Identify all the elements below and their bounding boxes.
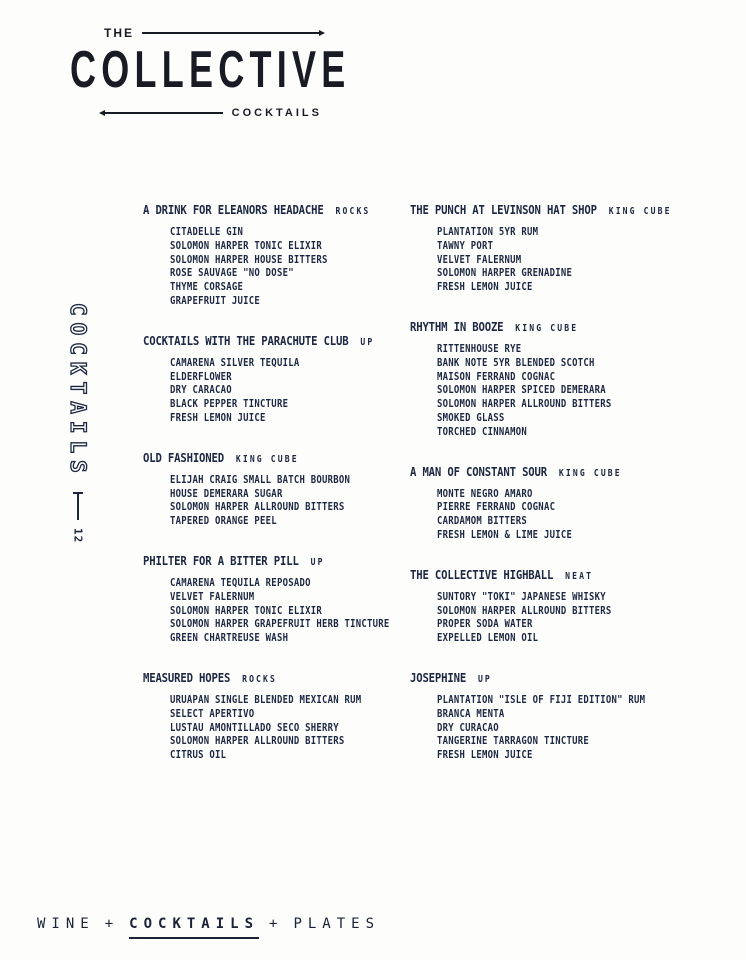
- cocktail-title: OLD FASHIONED: [143, 449, 224, 465]
- cocktail-heading: [410, 464, 679, 479]
- ingredient: GRAPEFRUIT JUICE: [170, 294, 261, 307]
- logo-the-text: THE: [104, 26, 134, 40]
- ingredient: SOLOMON HARPER TONIC ELIXIR: [170, 239, 322, 252]
- cocktail-section: [143, 670, 410, 763]
- cocktail-heading: [410, 670, 679, 685]
- ingredient-list: [410, 343, 726, 440]
- cocktail-heading: [143, 332, 375, 348]
- ingredient: SOLOMON HARPER HOUSE BITTERS: [170, 253, 328, 266]
- serving-style-tag: NEAT: [565, 570, 594, 582]
- serving-style-tag: UP: [360, 336, 375, 348]
- cocktail-heading: [143, 553, 370, 568]
- cocktail-section: [410, 567, 726, 646]
- cocktail-section: [143, 202, 410, 309]
- serving-style-tag: ROCKS: [242, 673, 278, 685]
- ingredient-list: [410, 591, 726, 646]
- serving-style-tag: KING CUBE: [558, 467, 622, 479]
- cocktail-heading: [143, 450, 370, 465]
- ingredient-list: [410, 694, 726, 763]
- serving-style-tag: KING CUBE: [235, 453, 299, 465]
- cocktail-title: COCKTAILS WITH THE PARACHUTE CLUB: [143, 332, 349, 348]
- arrow-left-icon: [99, 110, 105, 116]
- ingredient: VELVET FALERNUM: [170, 590, 255, 603]
- footer-plus-icon: +: [104, 916, 120, 932]
- sidebar-dash-rule: [77, 492, 80, 520]
- cocktail-section: [410, 319, 726, 440]
- ingredient-list: [410, 226, 726, 295]
- ingredient: RITTENHOUSE RYE: [437, 342, 522, 355]
- ingredient: TAPERED ORANGE PEEL: [170, 515, 277, 528]
- ingredient: GREEN CHARTREUSE WASH: [170, 632, 289, 645]
- ingredient: DRY CURACAO: [437, 721, 499, 734]
- cocktail-title: RHYTHM IN BOOZE: [410, 318, 504, 334]
- ingredient: TORCHED CINNAMON: [437, 425, 528, 438]
- cocktail-title: MEASURED HOPES: [143, 669, 231, 685]
- ingredient: CITADELLE GIN: [170, 226, 244, 238]
- ingredient: SOLOMON HARPER ALLROUND BITTERS: [170, 735, 345, 748]
- ingredient-list: [143, 357, 410, 426]
- cocktail-heading: [410, 202, 679, 217]
- ingredient: VELVET FALERNUM: [437, 253, 522, 266]
- ingredient-list: [143, 577, 410, 646]
- cocktail-title: THE COLLECTIVE HIGHBALL: [410, 566, 554, 582]
- cocktail-heading: [143, 202, 370, 217]
- ingredient: FRESH LEMON JUICE: [437, 749, 533, 762]
- footer-item-cocktails: COCKTAILS: [129, 916, 259, 939]
- page-number: 12: [71, 527, 85, 544]
- cocktail-section: [410, 464, 726, 543]
- ingredient-list: [143, 226, 410, 309]
- menu: [143, 202, 726, 787]
- cocktail-section: [410, 670, 726, 763]
- ingredient: THYME CORSAGE: [170, 281, 244, 294]
- ingredient: ROSE SAUVAGE "NO DOSE": [170, 267, 294, 280]
- ingredient: SOLOMON HARPER ALLROUND BITTERS: [170, 501, 345, 514]
- ingredient: SUNTORY "TOKI" JAPANESE WHISKY: [437, 590, 606, 603]
- ingredient: CITRUS OIL: [170, 749, 227, 762]
- cocktail-heading: [410, 567, 679, 582]
- logo-bottom-rule: [104, 112, 223, 114]
- cocktail-title: A MAN OF CONSTANT SOUR: [410, 463, 547, 479]
- logo: [70, 26, 350, 119]
- ingredient: BRANCA MENTA: [437, 707, 505, 720]
- cocktail-section: [143, 450, 410, 529]
- ingredient: SOLOMON HARPER GRENADINE: [437, 267, 573, 280]
- cocktail-title: JOSEPHINE: [410, 669, 467, 685]
- footer-nav: [37, 916, 380, 939]
- ingredient: SELECT APERTIVO: [170, 707, 255, 720]
- ingredient: SMOKED GLASS: [437, 411, 505, 424]
- ingredient: TANGERINE TARRAGON TINCTURE: [437, 735, 589, 748]
- cocktail-heading: [410, 319, 679, 334]
- arrow-right-icon: [319, 30, 325, 36]
- cocktail-heading: [143, 670, 370, 685]
- cocktail-section: [143, 333, 410, 426]
- ingredient: PLANTATION 5YR RUM: [437, 226, 539, 238]
- logo-name: COLLECTIVE: [70, 41, 351, 100]
- ingredient: SOLOMON HARPER GRAPEFRUIT HERB TINCTURE: [170, 618, 390, 631]
- vertical-section-label: COCKTAILS: [66, 303, 90, 480]
- serving-style-tag: ROCKS: [335, 206, 371, 217]
- cocktail-section: [143, 553, 410, 646]
- logo-top-rule: [142, 32, 320, 34]
- sidebar: [56, 303, 100, 543]
- ingredient-list: [143, 694, 410, 763]
- ingredient: DRY CARACAO: [170, 384, 232, 397]
- cocktail-section: [410, 202, 726, 295]
- ingredient: TAWNY PORT: [437, 239, 494, 252]
- ingredient: BANK NOTE 5YR BLENDED SCOTCH: [437, 356, 595, 369]
- ingredient: URUAPAN SINGLE BLENDED MEXICAN RUM: [170, 693, 362, 706]
- cocktail-title: THE PUNCH AT LEVINSON HAT SHOP: [410, 202, 597, 217]
- ingredient: FRESH LEMON JUICE: [437, 281, 533, 294]
- ingredient: CAMARENA TEQUILA REPOSADO: [170, 576, 311, 589]
- ingredient: PIERRE FERRAND COGNAC: [437, 501, 556, 514]
- ingredient: HOUSE DEMERARA SUGAR: [170, 487, 283, 500]
- ingredient: PLANTATION "ISLE OF FIJI EDITION" RUM: [437, 693, 646, 706]
- logo-subtitle: COCKTAILS: [231, 107, 322, 119]
- cocktail-title: PHILTER FOR A BITTER PILL: [143, 552, 299, 568]
- ingredient: FRESH LEMON JUICE: [170, 411, 266, 424]
- ingredient: BLACK PEPPER TINCTURE: [170, 398, 289, 411]
- footer-item-wine: WINE: [37, 916, 95, 932]
- ingredient-list: [410, 488, 726, 543]
- ingredient: SOLOMON HARPER SPICED DEMERARA: [437, 384, 606, 397]
- serving-style-tag: KING CUBE: [608, 206, 672, 217]
- ingredient: MONTE NEGRO AMARO: [437, 487, 533, 500]
- ingredient-list: [143, 474, 410, 529]
- serving-style-tag: UP: [477, 673, 492, 685]
- logo-bottom-row: [104, 107, 322, 119]
- ingredient: CARDAMOM BITTERS: [437, 515, 528, 528]
- ingredient: ELDERFLOWER: [170, 370, 232, 383]
- menu-column: [143, 202, 410, 787]
- menu-column: [410, 202, 726, 787]
- ingredient: PROPER SODA WATER: [437, 618, 533, 631]
- ingredient: SOLOMON HARPER ALLROUND BITTERS: [437, 398, 612, 411]
- ingredient: ELIJAH CRAIG SMALL BATCH BOURBON: [170, 473, 351, 486]
- ingredient: EXPELLED LEMON OIL: [437, 632, 539, 645]
- logo-top-row: [104, 26, 320, 40]
- cocktail-title: A DRINK FOR ELEANORS HEADACHE: [143, 202, 324, 217]
- serving-style-tag: KING CUBE: [515, 322, 579, 334]
- ingredient: CAMARENA SILVER TEQUILA: [170, 356, 300, 369]
- ingredient: FRESH LEMON & LIME JUICE: [437, 528, 573, 541]
- ingredient: SOLOMON HARPER TONIC ELIXIR: [170, 604, 322, 617]
- serving-style-tag: UP: [310, 556, 325, 568]
- footer-item-plates: PLATES: [293, 916, 381, 932]
- ingredient: SOLOMON HARPER ALLROUND BITTERS: [437, 604, 612, 617]
- footer-plus-icon: +: [269, 916, 284, 932]
- ingredient: LUSTAU AMONTILLADO SECO SHERRY: [170, 721, 339, 734]
- ingredient: MAISON FERRAND COGNAC: [437, 370, 556, 383]
